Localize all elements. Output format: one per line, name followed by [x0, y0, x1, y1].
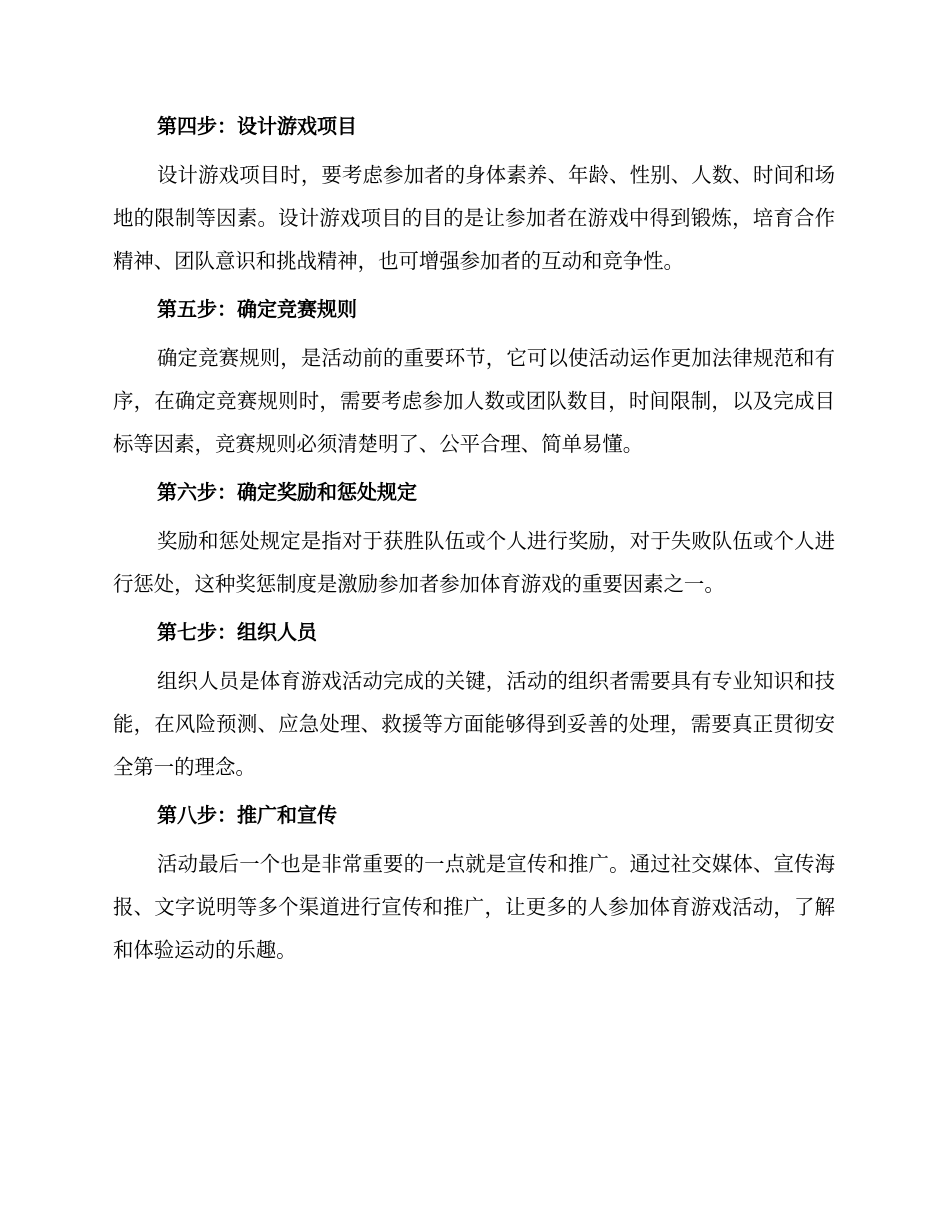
section-paragraph: 组织人员是体育游戏活动完成的关键，活动的组织者需要具有专业知识和技能，在风险预测、应急处理、救援等方面能够得到妥善的处理，需要真正贯彻安全第一的理念。	[113, 669, 835, 779]
section-step-7	[113, 616, 835, 789]
section-paragraph: 活动最后一个也是非常重要的一点就是宣传和推广。通过社交媒体、宣传海报、文字说明等多个渠道进行宣传和推广，让更多的人参加体育游戏活动，了解和体验运动的乐趣。	[113, 852, 835, 962]
section-paragraph: 确定竞赛规则，是活动前的重要环节，它可以使活动运作更加法律规范和有序，在确定竞赛规则时，需要考虑参加人数或团队数目，时间限制，以及完成目标等因素，竞赛规则必须清楚明了、公平合理、简单易懂。	[113, 346, 835, 456]
section-heading: 第八步：推广和宣传	[157, 803, 337, 827]
section-step-6	[113, 476, 835, 606]
document-page	[113, 110, 835, 982]
section-heading: 第五步：确定竞赛规则	[157, 297, 357, 321]
section-heading: 第四步：设计游戏项目	[157, 114, 357, 138]
section-paragraph: 奖励和惩处规定是指对于获胜队伍或个人进行奖励，对于失败队伍或个人进行惩处，这种奖惩制度是激励参加者参加体育游戏的重要因素之一。	[113, 529, 835, 596]
section-heading: 第六步：确定奖励和惩处规定	[157, 480, 417, 504]
section-step-5	[113, 293, 835, 466]
section-step-8	[113, 799, 835, 972]
section-step-4	[113, 110, 835, 283]
section-heading: 第七步：组织人员	[157, 620, 317, 644]
section-paragraph: 设计游戏项目时，要考虑参加者的身体素养、年龄、性别、人数、时间和场地的限制等因素。设计游戏项目的目的是让参加者在游戏中得到锻炼，培育合作精神、团队意识和挑战精神，也可增强参加者的互动和竞争性。	[113, 163, 835, 273]
